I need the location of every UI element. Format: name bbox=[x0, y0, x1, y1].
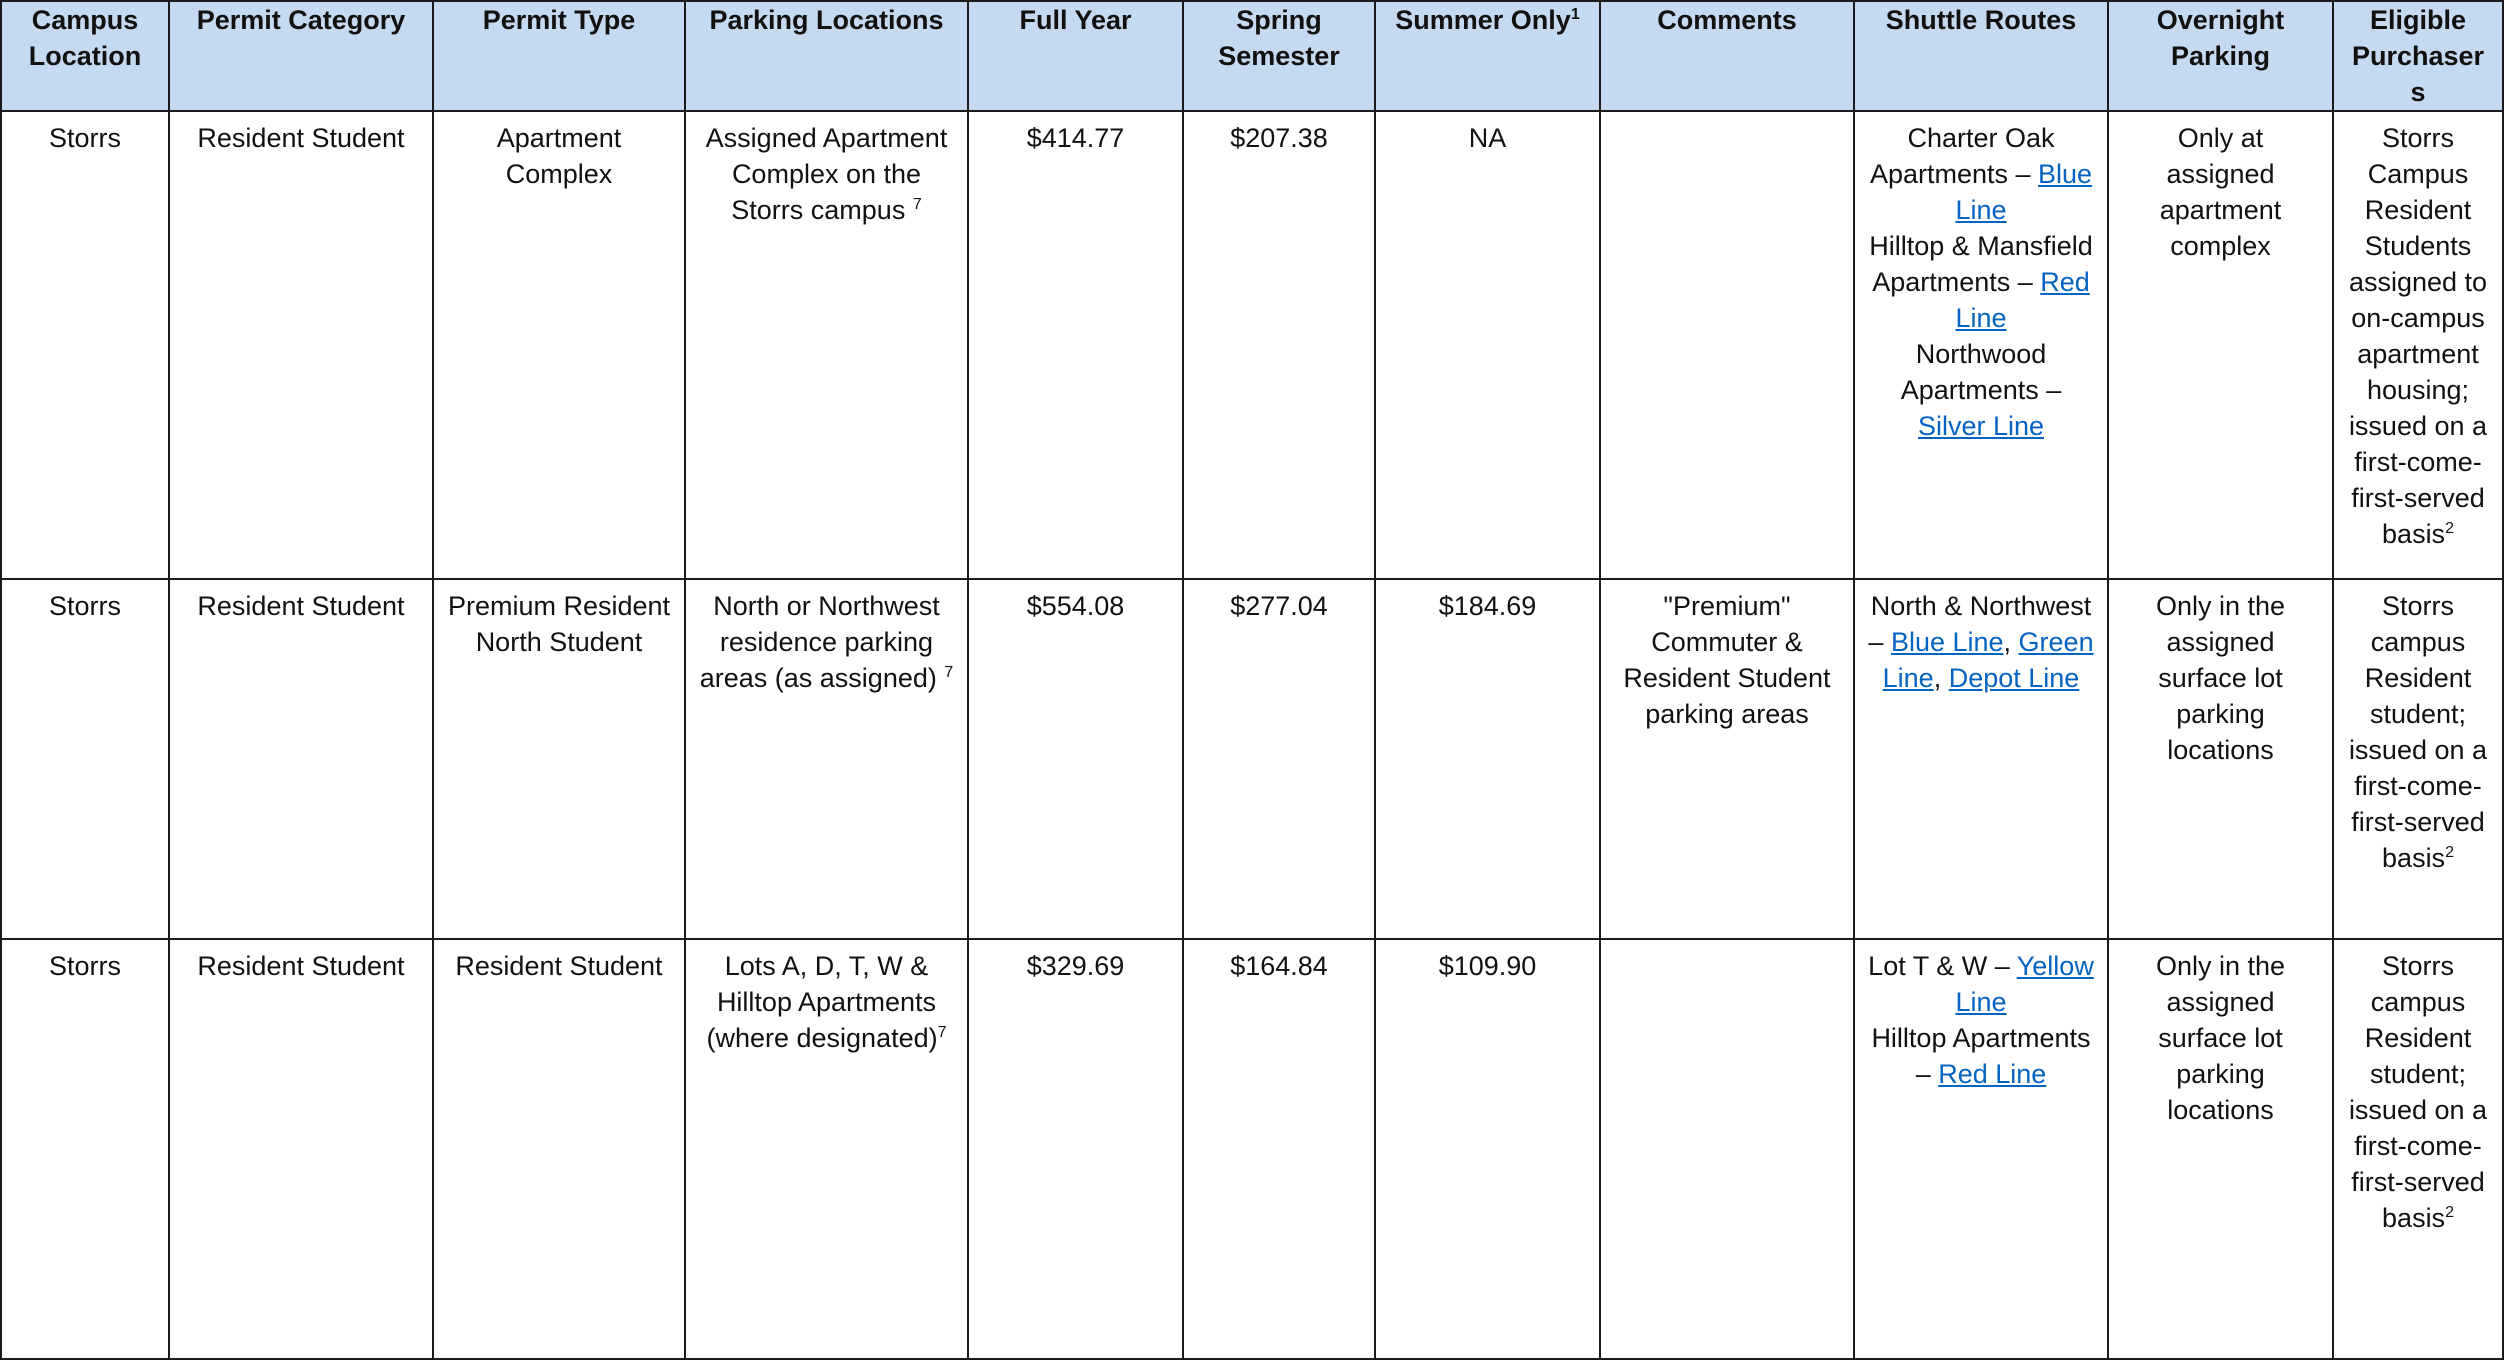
shuttle-route-stop: North & Northwest – bbox=[1868, 591, 2092, 657]
header-permit-type: Permit Type bbox=[433, 1, 685, 111]
header-overnight-line2: Parking bbox=[2170, 41, 2271, 71]
shuttle-line-link[interactable]: Silver Line bbox=[1917, 411, 2045, 441]
header-eligible-line2: Purchasers bbox=[2351, 41, 2485, 107]
header-comments: Comments bbox=[1600, 1, 1854, 111]
shuttle-line-link[interactable]: Yellow Line bbox=[1955, 951, 2094, 1017]
cell-full-year: $414.77 bbox=[968, 111, 1183, 579]
table-row bbox=[1, 939, 2503, 1359]
cell-summer-only: NA bbox=[1375, 111, 1600, 579]
table-row bbox=[1, 111, 2503, 579]
shuttle-route-stop: Lot T & W – bbox=[1868, 951, 2017, 981]
header-campus-line1: Campus bbox=[31, 5, 139, 35]
link-separator: , bbox=[2003, 627, 2019, 657]
shuttle-route-entry bbox=[1867, 1020, 2095, 1092]
header-permit-category: Permit Category bbox=[169, 1, 433, 111]
footnote-marker: 1 bbox=[1570, 6, 1580, 23]
cell-comments bbox=[1600, 111, 1854, 579]
shuttle-route-entry bbox=[1867, 948, 2095, 1020]
cell-overnight-parking: Only at assigned apartment complex bbox=[2108, 111, 2333, 579]
shuttle-line-link[interactable]: Blue Line bbox=[1890, 627, 2004, 657]
header-spring-line1: Spring bbox=[1236, 5, 1322, 35]
cell-full-year: $554.08 bbox=[968, 579, 1183, 939]
cell-campus-location: Storrs bbox=[1, 939, 169, 1359]
header-parking-locations: Parking Locations bbox=[685, 1, 968, 111]
header-row bbox=[1, 1, 2503, 111]
footnote-marker: 7 bbox=[912, 196, 922, 213]
shuttle-route-entry bbox=[1867, 228, 2095, 336]
header-summer-label: Summer Only bbox=[1395, 5, 1571, 35]
footnote-marker: 2 bbox=[2445, 1204, 2454, 1221]
cell-parking-locations-text: Assigned Apartment Complex on the Storrs campus bbox=[705, 123, 948, 225]
header-overnight-parking bbox=[2108, 1, 2333, 111]
cell-summer-only: $109.90 bbox=[1375, 939, 1600, 1359]
shuttle-line-link[interactable]: Red Line bbox=[1938, 1059, 2047, 1089]
header-campus-line2: Location bbox=[28, 41, 142, 71]
cell-shuttle-routes bbox=[1854, 939, 2108, 1359]
cell-spring-semester: $164.84 bbox=[1183, 939, 1375, 1359]
shuttle-route-stop: Northwood Apartments – bbox=[1900, 339, 2062, 405]
cell-campus-location: Storrs bbox=[1, 579, 169, 939]
cell-permit-type: Apartment Complex bbox=[433, 111, 685, 579]
shuttle-line-link[interactable]: Red Line bbox=[1955, 267, 2090, 333]
cell-overnight-parking: Only in the assigned surface lot parking locations bbox=[2108, 939, 2333, 1359]
footnote-marker: 2 bbox=[2445, 844, 2454, 861]
cell-eligible-purchasers-text: Storrs campus Resident student; issued on a first-come-first-served basis bbox=[2348, 951, 2488, 1233]
header-eligible-line1: Eligible bbox=[2369, 5, 2467, 35]
table-row bbox=[1, 579, 2503, 939]
header-eligible-purchasers bbox=[2333, 1, 2503, 111]
cell-eligible-purchasers bbox=[2333, 939, 2503, 1359]
header-summer-only bbox=[1375, 1, 1600, 111]
link-separator: , bbox=[1933, 663, 1949, 693]
cell-spring-semester: $207.38 bbox=[1183, 111, 1375, 579]
cell-parking-locations bbox=[685, 111, 968, 579]
shuttle-route-stop: Hilltop & Mansfield Apartments – bbox=[1869, 231, 2093, 297]
cell-parking-locations bbox=[685, 939, 968, 1359]
cell-permit-category: Resident Student bbox=[169, 111, 433, 579]
shuttle-route-stop: Hilltop Apartments – bbox=[1871, 1023, 2091, 1089]
footnote-marker: 7 bbox=[944, 664, 954, 681]
shuttle-line-link[interactable]: Blue Line bbox=[1955, 159, 2093, 225]
cell-campus-location: Storrs bbox=[1, 111, 169, 579]
cell-permit-type: Premium Resident North Student bbox=[433, 579, 685, 939]
cell-spring-semester: $277.04 bbox=[1183, 579, 1375, 939]
header-spring-semester bbox=[1183, 1, 1375, 111]
cell-eligible-purchasers bbox=[2333, 579, 2503, 939]
cell-shuttle-routes bbox=[1854, 579, 2108, 939]
header-spring-line2: Semester bbox=[1218, 41, 1340, 71]
shuttle-route-stop: Charter Oak Apartments – bbox=[1869, 123, 2055, 189]
shuttle-line-link[interactable]: Depot Line bbox=[1948, 663, 2080, 693]
cell-permit-category: Resident Student bbox=[169, 939, 433, 1359]
shuttle-route-entry bbox=[1867, 120, 2095, 228]
cell-parking-locations-text: North or Northwest residence parking areas (as assigned) bbox=[699, 591, 945, 693]
cell-comments: "Premium" Commuter & Resident Student parking areas bbox=[1600, 579, 1854, 939]
table-body bbox=[1, 111, 2503, 1359]
cell-eligible-purchasers bbox=[2333, 111, 2503, 579]
cell-full-year: $329.69 bbox=[968, 939, 1183, 1359]
cell-overnight-parking: Only in the assigned surface lot parking locations bbox=[2108, 579, 2333, 939]
shuttle-route-entry bbox=[1867, 336, 2095, 444]
cell-parking-locations-text: Lots A, D, T, W & Hilltop Apartments (where designated) bbox=[706, 951, 938, 1053]
shuttle-line-link[interactable]: Green Line bbox=[1882, 627, 2094, 693]
header-overnight-line1: Overnight bbox=[2156, 5, 2285, 35]
cell-summer-only: $184.69 bbox=[1375, 579, 1600, 939]
cell-eligible-purchasers-text: Storrs campus Resident student; issued on a first-come-first-served basis bbox=[2348, 591, 2488, 873]
cell-permit-type: Resident Student bbox=[433, 939, 685, 1359]
cell-permit-category: Resident Student bbox=[169, 579, 433, 939]
cell-parking-locations bbox=[685, 579, 968, 939]
cell-shuttle-routes bbox=[1854, 111, 2108, 579]
cell-comments bbox=[1600, 939, 1854, 1359]
footnote-marker: 7 bbox=[937, 1024, 947, 1041]
shuttle-route-entry bbox=[1867, 588, 2095, 696]
header-full-year: Full Year bbox=[968, 1, 1183, 111]
cell-eligible-purchasers-text: Storrs Campus Resident Students assigned to on-campus apartment housing; issued on a first-come-first-served basis bbox=[2348, 123, 2488, 549]
header-campus-location bbox=[1, 1, 169, 111]
header-shuttle-routes: Shuttle Routes bbox=[1854, 1, 2108, 111]
footnote-marker: 2 bbox=[2445, 520, 2454, 537]
